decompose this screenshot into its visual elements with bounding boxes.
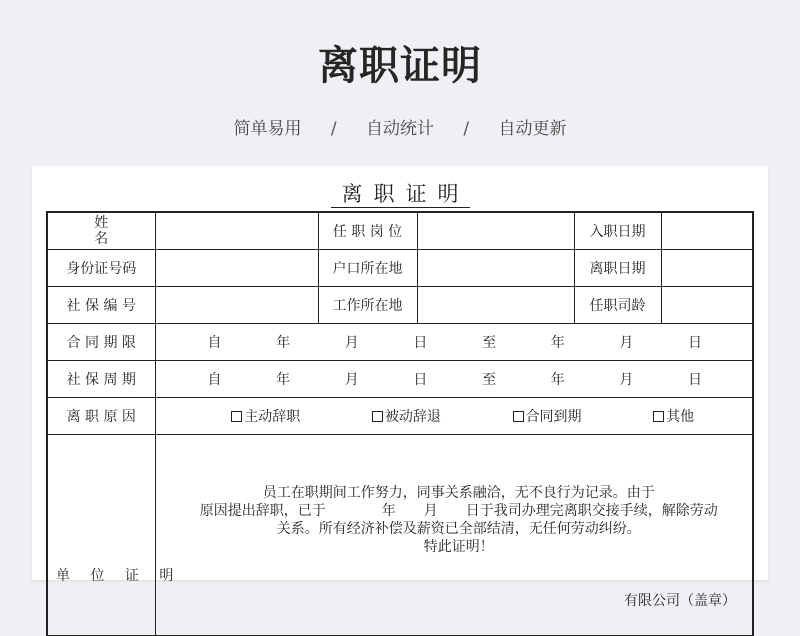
- table-row: [47, 212, 753, 250]
- reason-option[interactable]: 主动辞职: [231, 406, 300, 426]
- label-tenure: 任职司龄: [574, 287, 661, 324]
- feature-tags: [0, 114, 800, 139]
- checkbox-icon: [231, 411, 242, 422]
- value-contract-period[interactable]: 自 年 月 日 至 年 月 日: [155, 324, 753, 361]
- value-name[interactable]: [155, 212, 318, 250]
- value-leave-date[interactable]: [661, 250, 753, 287]
- feature-tag: 自动更新: [498, 119, 567, 139]
- table-row: [47, 361, 753, 398]
- value-social-period[interactable]: 自 年 月 日 至 年 月 日: [155, 361, 753, 398]
- reason-option[interactable]: 其他: [653, 406, 694, 426]
- company-signature: 有限公司（盖章）: [624, 593, 736, 609]
- value-tenure[interactable]: [661, 287, 753, 324]
- value-hukou[interactable]: [417, 250, 574, 287]
- label-social-period: 社 保 周 期: [47, 361, 155, 398]
- document-preview: [32, 166, 768, 609]
- page-title: 离职证明: [318, 43, 482, 89]
- label-social-no: 社 保 编 号: [47, 287, 155, 324]
- value-reason: [155, 398, 753, 435]
- value-id-number[interactable]: [155, 250, 318, 287]
- table-row: [47, 435, 753, 636]
- label-join-date: 入职日期: [574, 212, 661, 250]
- label-hukou: 户口所在地: [318, 250, 417, 287]
- document-title: 离职证明: [32, 178, 768, 208]
- reason-option[interactable]: 被动辞退: [372, 406, 441, 426]
- label-contract-period: 合 同 期 限: [47, 324, 155, 361]
- feature-tag: 简单易用: [233, 119, 302, 139]
- label-work-location: 工作所在地: [318, 287, 417, 324]
- value-position[interactable]: [417, 212, 574, 250]
- checkbox-icon: [653, 411, 664, 422]
- value-social-no[interactable]: [155, 287, 318, 324]
- value-work-location[interactable]: [417, 287, 574, 324]
- table-row: [47, 324, 753, 361]
- checkbox-icon: [372, 411, 383, 422]
- value-join-date[interactable]: [661, 212, 753, 250]
- tag-separator: /: [463, 119, 470, 139]
- checkbox-icon: [513, 411, 524, 422]
- label-certification: 单 位 证 明: [47, 435, 155, 636]
- table-row: [47, 287, 753, 324]
- reason-option[interactable]: 合同到期: [513, 406, 582, 426]
- label-position: 任 职 岗 位: [318, 212, 417, 250]
- table-row: [47, 250, 753, 287]
- feature-tag: 自动统计: [366, 119, 434, 139]
- label-reason: 离 职 原 因: [47, 398, 155, 435]
- table-row: [47, 398, 753, 435]
- certification-text: 员工在职期间工作努力，同事关系融洽，无不良行为记录。由于 原因提出辞职，已于 年 月 日于我司办理完离职交接手续，解除劳动 关系。所有经济补偿及薪资已全部结清，无任何劳动纠纷。 特此证明！ 有限公司（盖章）: [155, 435, 753, 636]
- label-leave-date: 离职日期: [574, 250, 661, 287]
- resignation-form-table: [46, 211, 754, 636]
- label-name: 姓 名: [47, 212, 155, 250]
- tag-separator: /: [330, 119, 337, 139]
- label-id-number: 身份证号码: [47, 250, 155, 287]
